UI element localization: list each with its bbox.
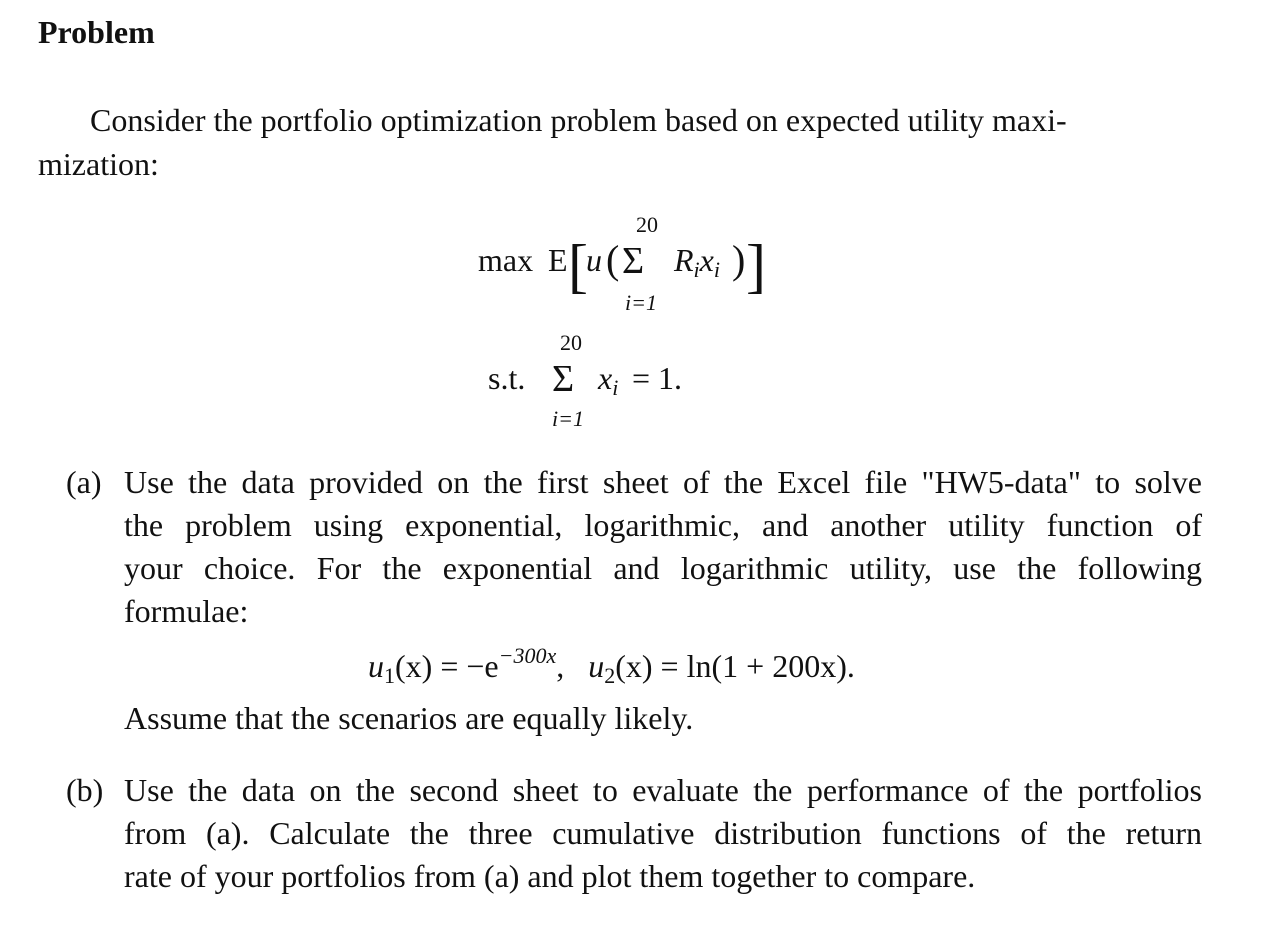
objective-term: $R_ix_i$ (674, 242, 720, 282)
part-b-line-2: from (a). Calculate the three cumulative distribution functions of the return (124, 815, 1202, 851)
constraint-sum-symbol: Σ (552, 358, 575, 400)
part-a-line-4: formulae: (124, 593, 249, 629)
constraint-variable: $x_i$ (598, 360, 619, 400)
constraint-rhs: = 1. (632, 360, 683, 396)
utility-formulae: $u_1(x) = -e^{-300x}$, $u_2(x) = \ln(1 + 200x)$. (368, 643, 855, 688)
page-heading: Problem (38, 14, 155, 50)
part-a-line-2: the problem using exponential, logarithmic, and another utility function of (124, 507, 1202, 543)
intro-line-1: Consider the portfolio optimization problem based on expected utility maxi- (90, 102, 1067, 138)
objective-utility: u (586, 242, 602, 278)
part-b-line-3: rate of your portfolios from (a) and plot them together to compare. (124, 858, 976, 894)
objective-max: max (478, 242, 534, 278)
sum-symbol: Σ (622, 240, 645, 282)
part-b-label: (b) (66, 772, 104, 808)
intro-line-2: mization: (38, 146, 159, 182)
sum-lower-limit: i=1 (625, 290, 657, 315)
part-a-line-1: Use the data provided on the first sheet of the Excel file "HW5-data" to solve (124, 464, 1202, 500)
sum-upper-limit: 20 (636, 212, 658, 237)
left-bracket: [ (568, 233, 588, 299)
constraint-sum-upper-limit: 20 (560, 330, 582, 355)
objective-expectation: E (548, 242, 568, 278)
part-b-line-1: Use the data on the second sheet to evaluate the performance of the portfolios (124, 772, 1202, 808)
left-paren: ( (606, 237, 620, 282)
constraint-sum-lower-limit: i=1 (552, 406, 584, 431)
part-a-label: (a) (66, 464, 102, 500)
right-bracket: ] (746, 233, 766, 299)
constraint-st: s.t. (488, 360, 526, 396)
part-a-line-3: your choice. For the exponential and logarithmic utility, use the following (124, 550, 1202, 586)
part-a-assumption: Assume that the scenarios are equally likely. (124, 700, 694, 736)
right-paren: ) (732, 237, 746, 282)
